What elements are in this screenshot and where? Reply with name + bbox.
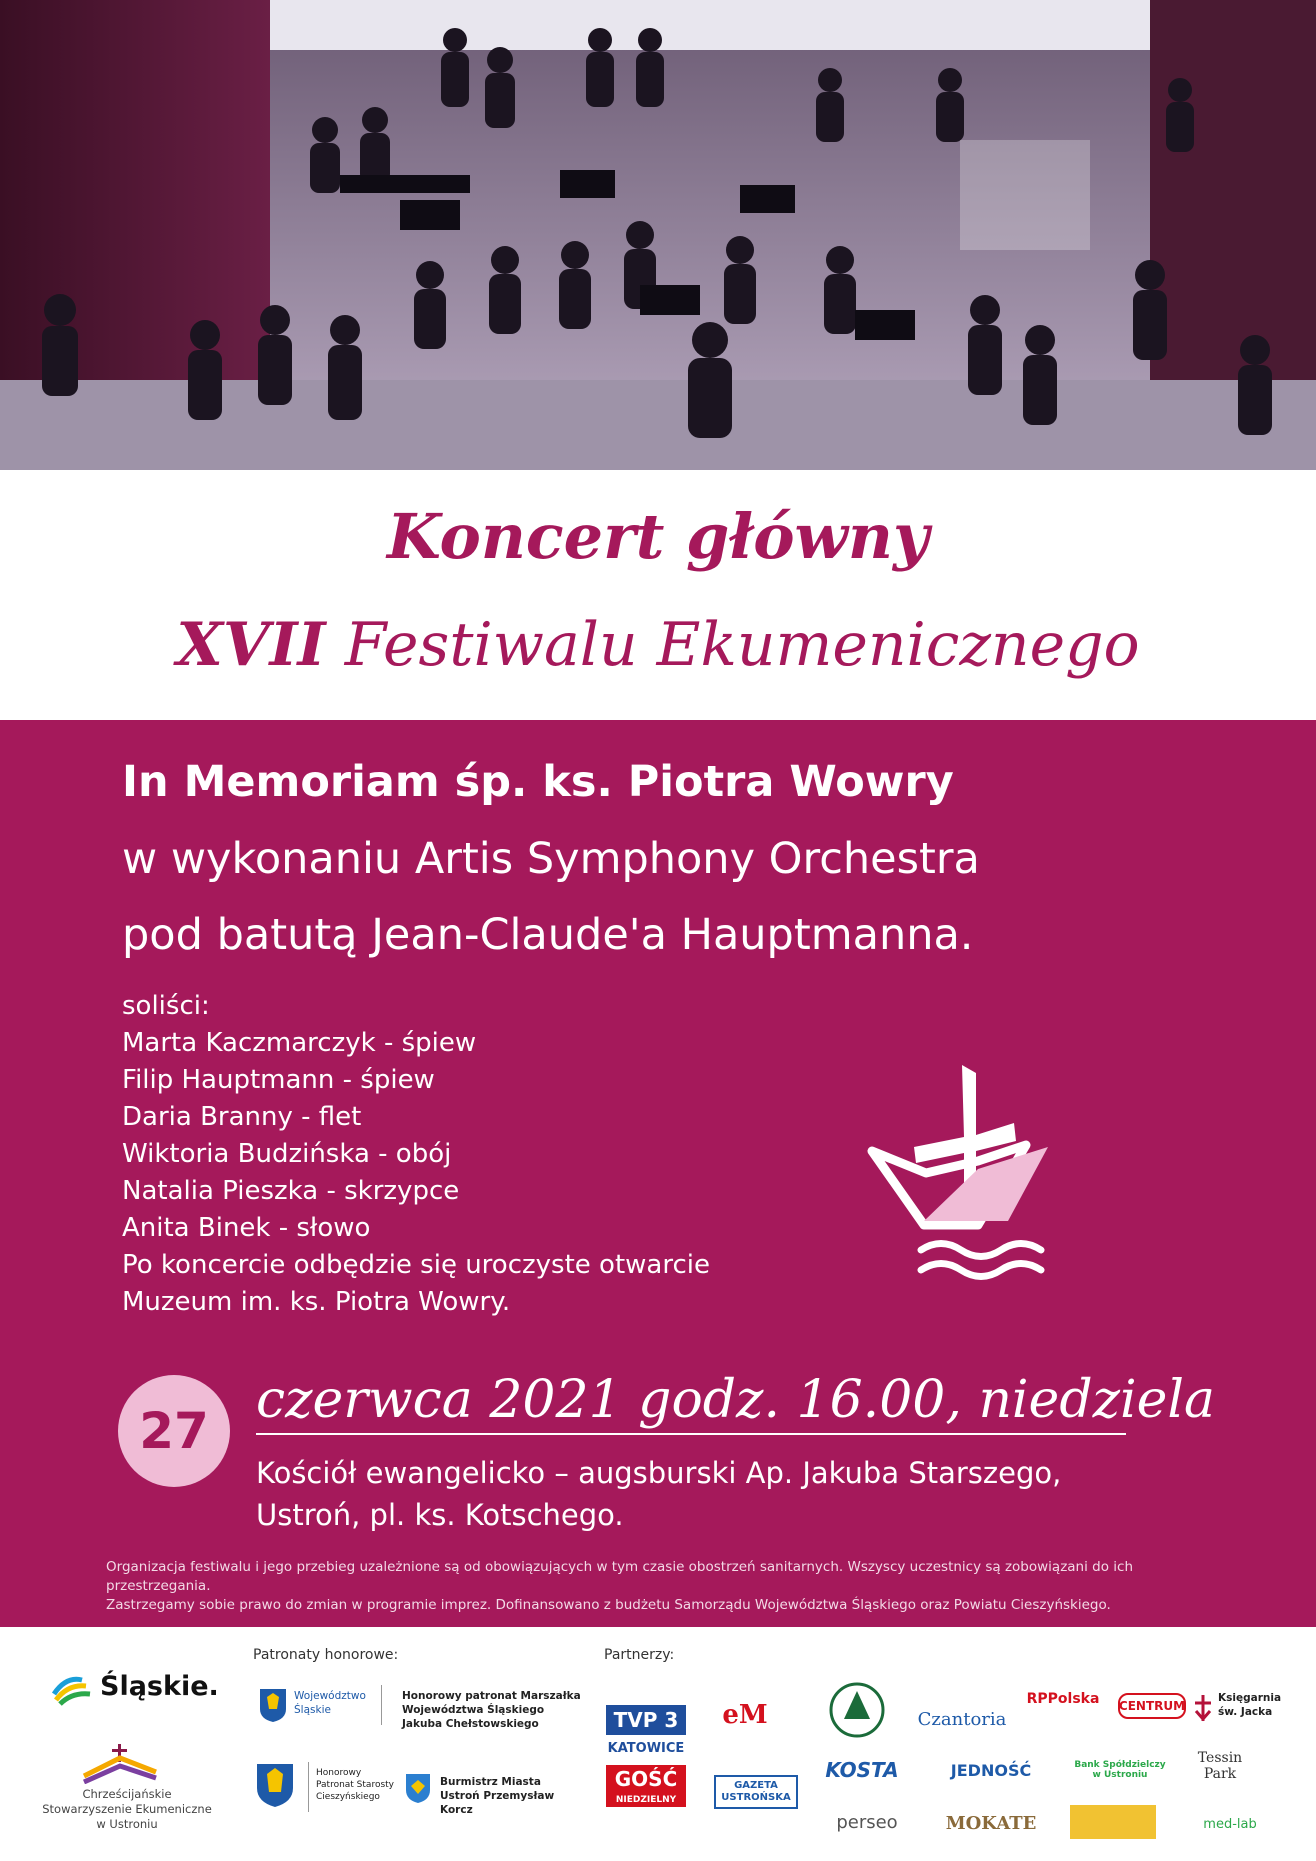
slaskie-wave-icon: [52, 1672, 92, 1706]
soloist-item: Filip Hauptmann - śpiew: [122, 1065, 435, 1095]
place-line: Ustroń, pl. ks. Kotschego.: [256, 1498, 624, 1532]
centrum-logo: CENTRUM: [1118, 1693, 1186, 1719]
radio-em-logo: eM: [722, 1700, 768, 1730]
coat-of-arms-icon: [258, 1687, 288, 1723]
festival-name: Festiwalu Ekumenicznego: [344, 610, 1140, 680]
partner-logo-yellow: [1070, 1805, 1156, 1839]
conductor-line: pod batutą Jean-Claude'a Hauptmanna.: [122, 910, 974, 960]
perseo-logo: perseo: [836, 1811, 898, 1833]
gazeta-logo: GAZETA USTROŃSKA: [714, 1775, 798, 1809]
ksiegarnia-logo-icon: [1192, 1693, 1214, 1723]
soloist-item: Anita Binek - słowo: [122, 1213, 371, 1243]
powiat-coat-of-arms-icon: [255, 1762, 295, 1808]
rp-polska-logo: RPPolska: [1026, 1691, 1100, 1707]
gosc-logo: GOŚĆ: [606, 1765, 686, 1793]
festival-number: XVII: [176, 610, 326, 680]
soloist-item: Marta Kaczmarczyk - śpiew: [122, 1028, 477, 1058]
place-line: Kościół ewangelicko – augsburski Ap. Jakuba Starszego,: [256, 1456, 1062, 1490]
ustron-coat-of-arms-icon: [404, 1772, 432, 1804]
concert-title: Koncert główny: [386, 500, 930, 573]
mokate-logo: MOKATE: [945, 1812, 1037, 1834]
divider: [308, 1762, 309, 1812]
jednosc-logo: JEDNOŚĆ: [950, 1760, 1032, 1780]
burmistrz-patronage: Burmistrz Miasta Ustroń Przemysław Korcz: [440, 1776, 555, 1816]
divider: [381, 1685, 382, 1725]
slaskie-logo: Śląskie.: [100, 1671, 219, 1702]
performer-line: w wykonaniu Artis Symphony Orchestra: [122, 834, 980, 884]
sponsors-footer: [0, 1627, 1316, 1861]
partnerzy-label: Partnerzy:: [604, 1647, 675, 1663]
soloist-item: Wiktoria Budzińska - obój: [122, 1139, 452, 1169]
czantoria-logo: Czantoria: [917, 1708, 1007, 1730]
tessin-park-logo: Tessin Park: [1197, 1750, 1243, 1782]
cross-wave-logo-icon: [80, 1742, 160, 1784]
ksiegarnia-logo: Księgarnia św. Jacka: [1218, 1692, 1282, 1718]
tvp3-logo: TVP 3: [606, 1705, 686, 1735]
festival-title: [0, 610, 1316, 680]
note-line: Zastrzegamy sobie prawo do zmian w programie imprez. Dofinansowano z budżetu Samorządu Województwa Śląskiego oraz Powiatu Cieszyńskiego.: [106, 1597, 1111, 1613]
day-badge: 27: [118, 1375, 230, 1487]
kosta-logo: KOSTA: [825, 1758, 899, 1782]
patronaty-label: Patronaty honorowe:: [253, 1647, 399, 1663]
soloists-label: soliści:: [122, 991, 210, 1021]
title-area: [0, 470, 1316, 720]
date-divider: [256, 1433, 1126, 1435]
med-lab-logo: med-lab: [1203, 1816, 1257, 1832]
lasy-panstwowe-logo-icon: [828, 1681, 886, 1739]
ship-cross-logo-icon: [866, 1065, 1086, 1285]
note-line: Organizacja festiwalu i jego przebieg uzależnione są od obowiązujących w tym czasie obostrzeń sanitarnych. Wszyscy uczestnicy są zobowiązani do ich przestrzegania.: [106, 1559, 1134, 1594]
starosta-patronage: Honorowy Patronat Starosty Cieszyńskiego: [316, 1768, 394, 1802]
soloist-item: Natalia Pieszka - skrzypce: [122, 1176, 460, 1206]
gosc-sub: NIEDZIELNY: [606, 1793, 686, 1807]
after-concert-line: Muzeum im. ks. Piotra Wowry.: [122, 1287, 511, 1317]
stowarzyszenie-logo: Chrześcijańskie Stowarzyszenie Ekumeniczne w Ustroniu: [42, 1787, 212, 1831]
marszalek-patronage: Honorowy patronat Marszałka Województwa Śląskiego Jakuba Chełstowskiego: [402, 1690, 581, 1730]
tvp3-sub: KATOWICE: [607, 1741, 685, 1756]
wojewodztwo-logo: Województwo Śląskie: [294, 1690, 366, 1716]
info-band: [0, 720, 1316, 1627]
event-date: czerwca 2021 godz. 16.00, niedziela: [256, 1370, 1216, 1430]
organizer-note: [106, 1558, 1216, 1615]
soloist-item: Daria Branny - flet: [122, 1102, 362, 1132]
after-concert-line: Po koncercie odbędzie się uroczyste otwarcie: [122, 1250, 710, 1280]
orchestra-photo: [0, 0, 1316, 470]
soloists-list: [122, 988, 710, 1321]
headline: In Memoriam śp. ks. Piotra Wowry: [122, 757, 954, 807]
bank-logo: Bank Spółdzielczy w Ustroniu: [1074, 1760, 1166, 1780]
event-place: [256, 1452, 1061, 1536]
